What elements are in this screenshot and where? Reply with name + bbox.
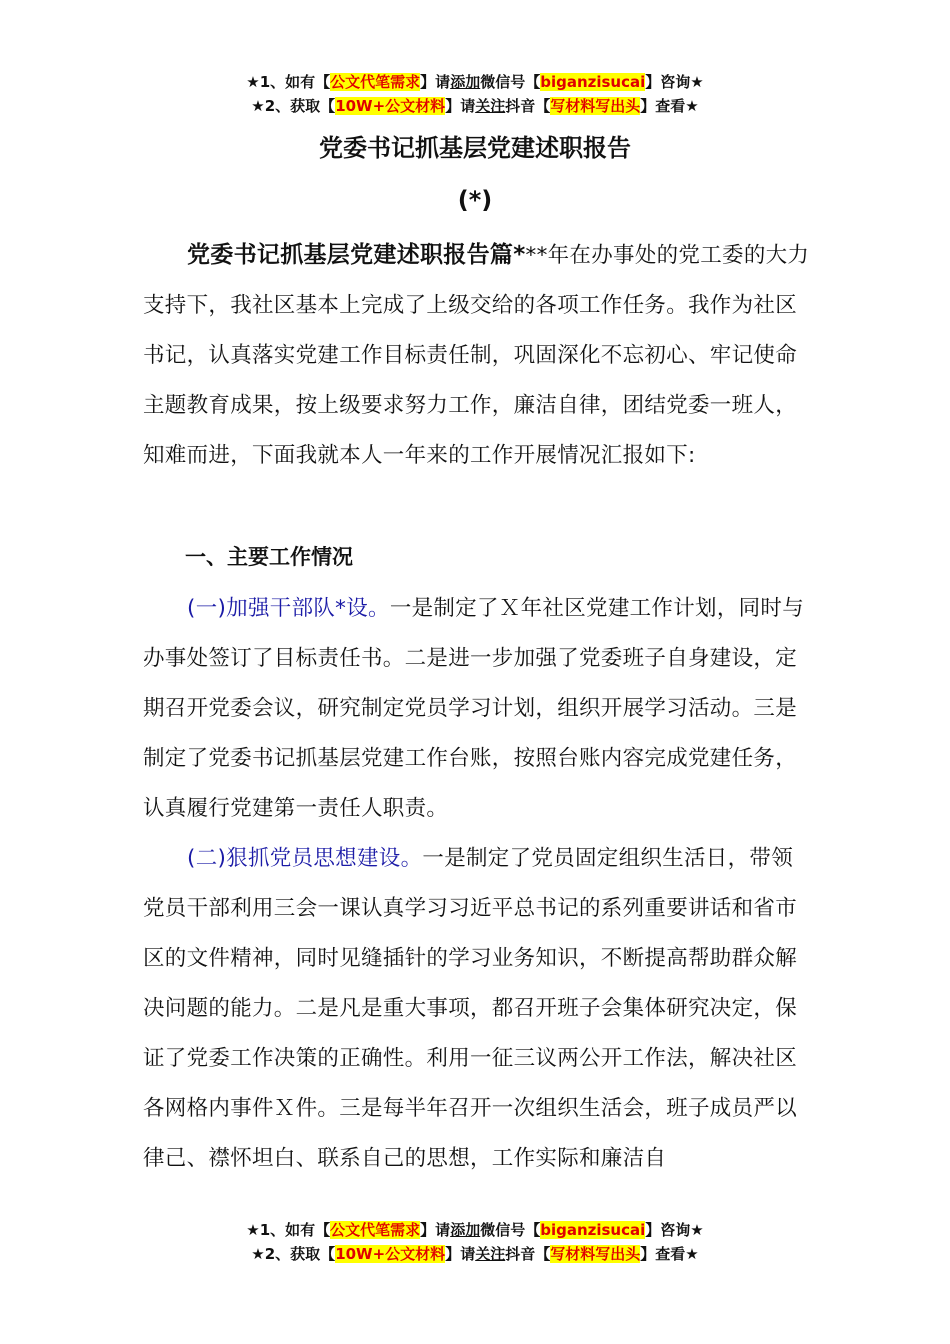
promo-underline: 关注	[475, 97, 506, 115]
promo-text: ★1、如有【	[246, 73, 331, 91]
promo-highlight: 10W+公文材料	[335, 97, 446, 115]
promo-text: 】查看★	[640, 1245, 699, 1263]
subsection-heading: (二)狠抓党员思想建设。	[187, 846, 423, 871]
promo-text: 】请	[445, 1245, 476, 1263]
paragraph-text: 一是制定了Ｘ年社区党建工作计划，同时与办事处签订了目标责任书。二是进一步加强了党委班子自身建设，定期召开党委会议，研究制定党员学习计划，组织开展学习活动。三是制定了党委书记抓基层党建工作台账，按照台账内容完成党建任务，认真履行党建第一责任人职责。	[143, 596, 805, 821]
paragraph-text: 一是制定了党员固定组织生活日，带领党员干部利用三会一课认真学习习近平总书记的系列重要讲话和省市区的文件精神，同时见缝插针的学习业务知识，不断提高帮助群众解决问题的能力。二是凡是重大事项，都召开班子会集体研究决定，保证了党委工作决策的正确性。利用一征三议两公开工作法，解决社区各网格内事件Ｘ件。三是每半年召开一次组织生活会，班子成员严以律己、襟怀坦白、联系自己的思想，工作实际和廉洁自	[143, 846, 798, 1171]
paragraph-section-2	[143, 834, 813, 1184]
promo-text: 】咨询★	[645, 1221, 704, 1239]
promo-line-1	[0, 1218, 950, 1242]
promo-highlight: biganzisucai	[540, 1221, 646, 1239]
promo-text: 】查看★	[640, 97, 699, 115]
promo-highlight: 公文代笔需求	[330, 73, 421, 91]
promo-highlight: 写材料写出头	[550, 97, 641, 115]
promo-line-2	[0, 94, 950, 118]
section-heading: 一、主要工作情况	[185, 545, 353, 569]
promo-text: ★2、获取【	[251, 97, 336, 115]
promo-text: 抖音【	[505, 1245, 551, 1263]
promo-text: 微信号【	[480, 1221, 541, 1239]
promo-underline: 添加	[450, 1221, 481, 1239]
subsection-heading: (一)加强干部队*设。	[187, 596, 390, 621]
document-subtitle: (*)	[457, 186, 493, 214]
promo-text: 】请	[445, 97, 476, 115]
promo-text: 】请	[420, 1221, 451, 1239]
paragraph-lead: 党委书记抓基层党建述职报告篇*	[187, 242, 526, 268]
promo-text: 】请	[420, 73, 451, 91]
promo-underline: 关注	[475, 1245, 506, 1263]
paragraph-section-1	[143, 584, 813, 834]
paragraph-text: **年在办事处的党工委的大力支持下，我社区基本上完成了上级交给的各项工作任务。我作为社区书记，认真落实党建工作目标责任制，巩固深化不忘初心、牢记使命主题教育成果，按上级要求努力工作，廉洁自律，团结党委一班人，知难而进，下面我就本人一年来的工作开展情况汇报如下:	[143, 243, 810, 468]
promo-highlight: 公文代笔需求	[330, 1221, 421, 1239]
promo-text: 微信号【	[480, 73, 541, 91]
promo-line-2	[0, 1242, 950, 1266]
paragraph-intro	[143, 230, 813, 481]
promo-text: 】咨询★	[645, 73, 704, 91]
promo-text: ★1、如有【	[246, 1221, 331, 1239]
promo-text: ★2、获取【	[251, 1245, 336, 1263]
promo-line-1	[0, 70, 950, 94]
promo-highlight: 10W+公文材料	[335, 1245, 446, 1263]
promo-text: 抖音【	[505, 97, 551, 115]
promo-highlight: biganzisucai	[540, 73, 646, 91]
promo-banner-top	[0, 70, 950, 118]
promo-underline: 添加	[450, 73, 481, 91]
promo-highlight: 写材料写出头	[550, 1245, 641, 1263]
promo-banner-bottom	[0, 1218, 950, 1266]
document-title: 党委书记抓基层党建述职报告	[319, 134, 631, 162]
